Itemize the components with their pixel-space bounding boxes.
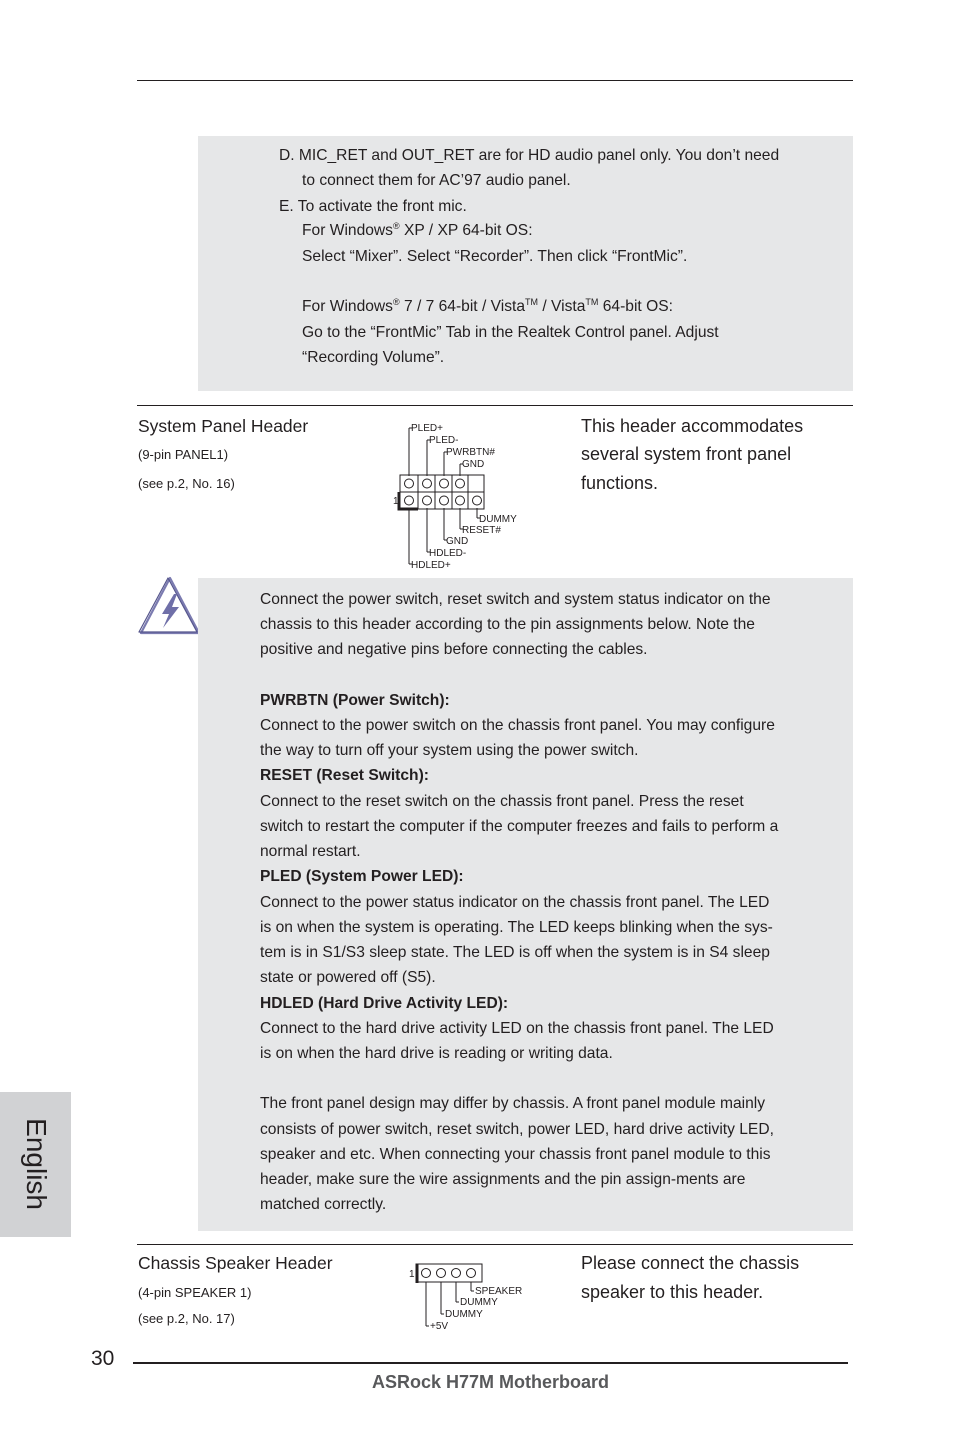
pin-label: PLED+ xyxy=(411,423,443,434)
pin-label: SPEAKER xyxy=(475,1286,523,1297)
pin-one-label: 1 xyxy=(393,496,399,507)
note-line: Connect the power switch, reset switch and system status indicator on the xyxy=(260,591,771,608)
speaker-desc: Please connect the chassis xyxy=(581,1253,800,1273)
footer-rule xyxy=(133,1362,848,1364)
note-line: consists of power switch, reset switch, power LED, hard drive activity LED, xyxy=(260,1121,774,1138)
note-line: Connect to the reset switch on the chassis front panel. Press the reset xyxy=(260,793,744,810)
system-panel-desc: several system front panel xyxy=(581,444,792,464)
pwrbtn-title: PWRBTN (Power Switch): xyxy=(260,692,450,709)
pin-one-label: 1 xyxy=(409,1269,415,1280)
language-side-tab xyxy=(0,1092,71,1237)
panel-header-diagram xyxy=(390,418,530,572)
pin-label: DUMMY xyxy=(479,514,517,525)
note-line: positive and negative pins before connecting the cables. xyxy=(260,641,648,658)
footer-product: ASRock H77M Motherboard xyxy=(372,1372,610,1392)
pin-label: PLED- xyxy=(429,435,459,446)
pin-label: +5V xyxy=(430,1321,449,1332)
note-line: Connect to the power status indicator on the chassis front panel. The LED xyxy=(260,894,770,911)
pin-label: RESET# xyxy=(462,525,501,536)
note-line: Go to the “FrontMic” Tab in the Realtek Control panel. Adjust xyxy=(302,324,719,341)
note-line: to connect them for AC’97 audio panel. xyxy=(302,172,571,189)
system-panel-title: System Panel Header xyxy=(138,416,309,436)
pin-label: GND xyxy=(446,536,469,547)
warning-lightning-icon xyxy=(136,574,202,636)
pin-label: PWRBTN# xyxy=(446,447,495,458)
pin-label: HDLED- xyxy=(429,548,467,559)
note-line: Select “Mixer”. Select “Recorder”. Then click “FrontMic”. xyxy=(302,248,688,265)
speaker-desc: speaker to this header. xyxy=(581,1282,764,1302)
speaker-header-diagram xyxy=(405,1260,530,1334)
note-line: tem is in S1/S3 sleep state. The LED is off when the system is in S4 sleep xyxy=(260,944,770,961)
speaker-pin-info: (4-pin SPEAKER 1) xyxy=(138,1285,252,1300)
pled-title: PLED (System Power LED): xyxy=(260,868,464,885)
note-line-windows-7: For Windows® 7 / 7 64-bit / Vista™ / Vista™ 64-bit OS: xyxy=(302,296,673,315)
pin-label: HDLED+ xyxy=(411,560,451,571)
hdled-title: HDLED (Hard Drive Activity LED): xyxy=(260,995,509,1012)
system-panel-desc: functions. xyxy=(581,473,659,493)
note-line: E. To activate the front mic. xyxy=(279,198,467,215)
system-panel-ref: (see p.2, No. 16) xyxy=(138,476,235,491)
note-line: is on when the system is operating. The LED keeps blinking when the sys- xyxy=(260,919,773,936)
note-line: is on when the hard drive is reading or writing data. xyxy=(260,1045,613,1062)
reset-title: RESET (Reset Switch): xyxy=(260,767,429,784)
note-line: normal restart. xyxy=(260,843,361,860)
speaker-ref: (see p.2, No. 17) xyxy=(138,1311,235,1326)
note-line: state or powered off (S5). xyxy=(260,969,436,986)
system-panel-pin-info: (9-pin PANEL1) xyxy=(138,447,229,462)
note-line: The front panel design may differ by chassis. A front panel module mainly xyxy=(260,1095,766,1112)
pin-label: GND xyxy=(462,459,485,470)
note-line: chassis to this header according to the pin assignments below. Note the xyxy=(260,616,755,633)
note-line: “Recording Volume”. xyxy=(302,349,445,366)
note-line: switch to restart the computer if the computer freezes and fails to perform a xyxy=(260,818,779,835)
page-number: 30 xyxy=(91,1347,115,1370)
pin-label: DUMMY xyxy=(460,1297,498,1308)
top-rule xyxy=(137,80,853,81)
note-line: Connect to the hard drive activity LED on the chassis front panel. The LED xyxy=(260,1020,774,1037)
section-rule xyxy=(137,405,853,406)
note-line: header, make sure the wire assignments and the pin assign-ments are xyxy=(260,1171,746,1188)
note-line: speaker and etc. When connecting your chassis front panel module to this xyxy=(260,1146,771,1163)
system-panel-desc: This header accommodates xyxy=(581,416,804,436)
pin-label: DUMMY xyxy=(445,1309,483,1320)
note-line: matched correctly. xyxy=(260,1196,387,1213)
note-line: the way to turn off your system using the power switch. xyxy=(260,742,639,759)
note-line-windows-xp: For Windows® XP / XP 64-bit OS: xyxy=(302,220,533,239)
speaker-title: Chassis Speaker Header xyxy=(138,1253,333,1273)
note-line: Connect to the power switch on the chassis front panel. You may configure xyxy=(260,717,775,734)
note-line: D. MIC_RET and OUT_RET are for HD audio panel only. You don’t need xyxy=(279,147,780,164)
language-tab-label: English xyxy=(20,1118,52,1211)
section-rule xyxy=(137,1244,853,1245)
